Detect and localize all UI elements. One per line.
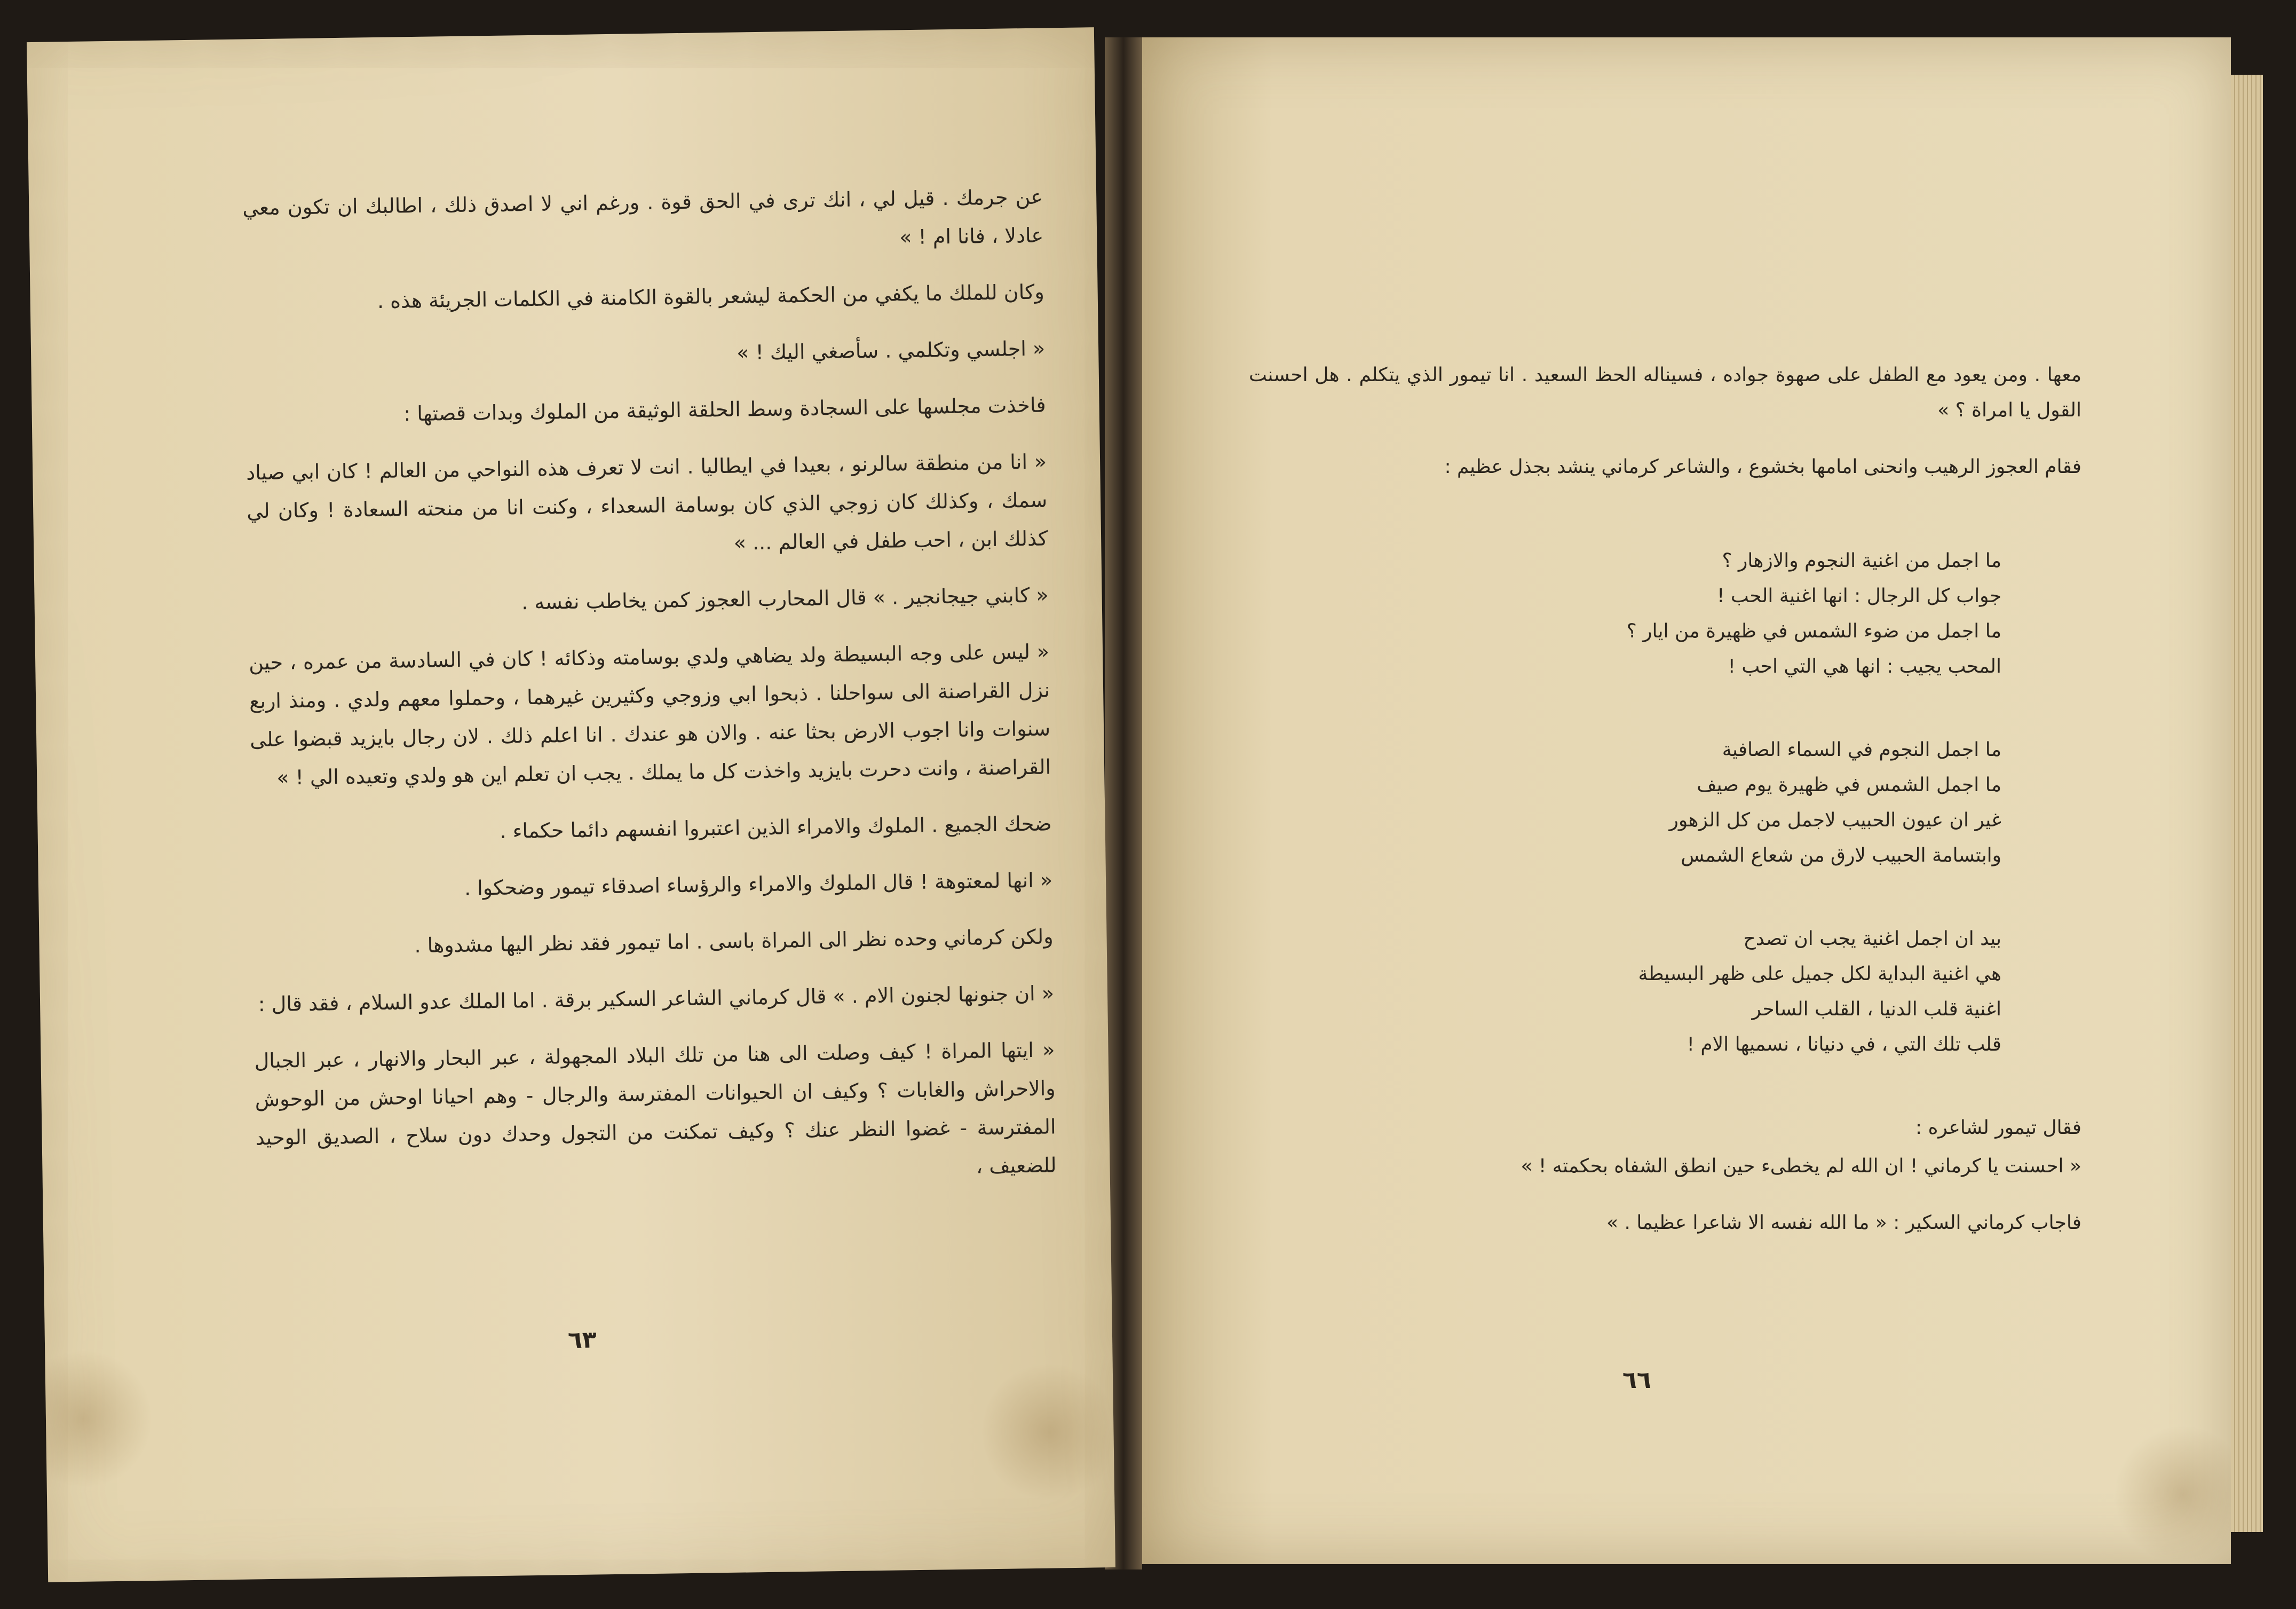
paragraph: معها . ومن يعود مع الطفل على صهوة جواده ، فسيناله الحظ السعيد . انا تيمور الذي يتكلم . هل احسنت القول يا امراة ؟ »: [1249, 364, 2081, 421]
page-number: ٦٦: [1622, 1367, 1651, 1394]
paragraph: « انا من منطقة سالرنو ، بعيدا في ايطاليا . انت لا تعرف هذه النواحي من العالم ! كان ابي صياد سمك ، وكذلك كان زوجي الذي كان بوسامة السعداء ، وكنت انا من منحته السعادة ! وكان لي كذلك ابن ، احب طفل في العالم ... »: [246, 449, 1048, 555]
poem-verse: قلب تلك التي ، في دنيانا ، نسميها الام !: [1687, 1034, 2001, 1055]
paragraph: « اجلسي وتكلمي . سأصغي اليك ! »: [736, 336, 1046, 365]
water-stain: [2113, 1425, 2231, 1564]
poem-verse: ما اجمل النجوم في السماء الصافية: [1722, 739, 2001, 761]
paragraph: « ليس على وجه البسيطة ولد يضاهي ولدي بوسامته وذكائه ! كان في السادسة من عمره ، حين نزل القراصنة الى سواحلنا . ذبحوا ابي وزوجي وكثيرين غيرهما ، وحملوا معهم ولدي . ومنذ اربع سنوات وانا اجوب الارض بحثا عنه . والان هو عندك . انا اعلم ذلك . لان رجال بايزيد قبضوا على القراصنة ، وانت دحرت بايزيد واخذت كل ما يملك . يجب ان تعلم اين هو ولدي وتعيده الي ! »: [248, 640, 1051, 790]
paragraph: ضحك الجميع . الملوك والامراء الذين اعتبروا انفسهم دائما حكماء .: [500, 811, 1052, 843]
poem: [1249, 543, 2081, 1062]
paragraph: عن جرمك . قيل لي ، انك ترى في الحق قوة . ورغم اني لا اصدق ذلك ، اطالبك ان تكون معي عادلا ، فانا ام ! »: [242, 185, 1044, 249]
poem-verse: غير ان عيون الحبيب لاجمل من كل الزهور: [1669, 809, 2001, 831]
poem-verse: وابتسامة الحبيب لارق من شعاع الشمس: [1681, 845, 2001, 866]
paragraph: ولكن كرماني وحده نظر الى المراة باسى . اما تيمور فقد نظر اليها مشدوها .: [414, 925, 1054, 958]
poem-stanza: [1249, 543, 2001, 684]
paragraph: فاجاب كرماني السكير : « ما الله نفسه الا شاعرا عظيما . »: [1606, 1212, 2081, 1234]
right-page: [1142, 37, 2231, 1564]
left-page: [27, 27, 1115, 1582]
water-stain: [979, 1362, 1115, 1503]
poem-verse: ما اجمل الشمس في ظهيرة يوم صيف: [1697, 774, 2001, 796]
paragraph: « كابني جيجانجير . » قال المحارب العجوز كمن يخاطب نفسه .: [521, 583, 1049, 614]
poem-stanza: [1249, 732, 2001, 873]
poem-verse: بيد ان اجمل اغنية يجب ان تصدح: [1743, 928, 2001, 950]
paragraph: فقال تيمور لشاعره :: [1915, 1117, 2081, 1139]
paragraph: « انها لمعتوهة ! قال الملوك والامراء والرؤساء اصدقاء تيمور وضحكوا .: [464, 868, 1053, 900]
poem-verse: اغنية قلب الدنيا ، القلب الساحر: [1752, 998, 2001, 1020]
page-edges: [2231, 75, 2263, 1532]
paragraph: « ان جنونها لجنون الام . » قال كرماني الشاعر السكير برقة . اما الملك عدو السلام ، فقد قال :: [258, 981, 1055, 1016]
right-page-text: [1249, 358, 2081, 1262]
paragraph: فقام العجوز الرهيب وانحنى امامها بخشوع ، والشاعر كرماني ينشد بجذل عظيم :: [1444, 456, 2081, 478]
paragraph: وكان للملك ما يكفي من الحكمة ليشعر بالقوة الكامنة في الكلمات الجريئة هذه .: [377, 280, 1044, 313]
poem-verse: ما اجمل من اغنية النجوم والازهار ؟: [1722, 550, 2001, 572]
water-stain: [27, 1348, 154, 1489]
page-number: ٦٣: [567, 1326, 597, 1354]
poem-stanza: [1249, 921, 2001, 1062]
poem-verse: هي اغنية البداية لكل جميل على ظهر البسيطة: [1638, 963, 2001, 985]
paragraph: « ايتها المراة ! كيف وصلت الى هنا من تلك البلاد المجهولة ، عبر البحار والانهار ، عبر الجبال والاحراش والغابات ؟ وكيف ان الحيوانات المفترسة والرجال - وهم احيانا اوحش من الوحوش المفترسة - غضوا النظر عنك ؟ وكيف تمكنت من التجول وحدك دون سلاح ، الصديق الوحيد للضعيف ،: [254, 1038, 1057, 1178]
poem-verse: المحب يجيب : انها هي التي احب !: [1728, 656, 2001, 677]
paragraph: « احسنت يا كرماني ! ان الله لم يخطىء حين انطق الشفاه بحكمته ! »: [1521, 1155, 2081, 1177]
poem-verse: ما اجمل من ضوء الشمس في ظهيرة من ايار ؟: [1626, 620, 2001, 642]
poem-verse: جواب كل الرجال : انها اغنية الحب !: [1716, 585, 2001, 607]
paragraph: فاخذت مجلسها على السجادة وسط الحلقة الوثيقة من الملوك وبدات قصتها :: [403, 393, 1046, 426]
left-page-text: [242, 178, 1057, 1214]
